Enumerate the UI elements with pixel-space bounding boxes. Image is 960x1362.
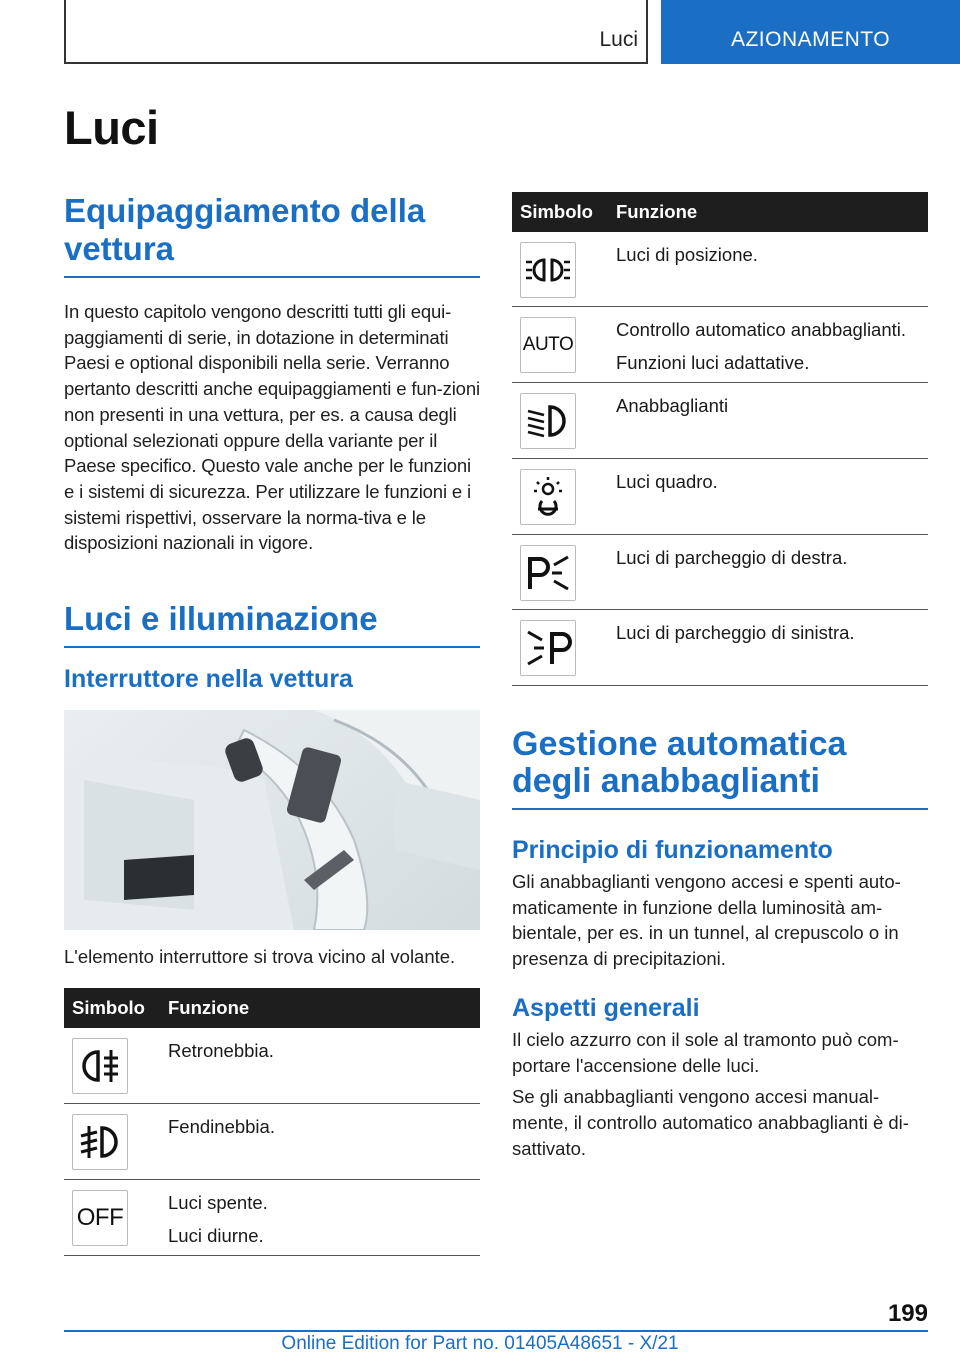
light-symbol-table — [512, 192, 928, 686]
function-text: Fendinebbia. — [168, 1115, 275, 1137]
page-title: Luci — [64, 101, 159, 154]
dashboard-illustration — [64, 710, 480, 930]
parking-lights-icon — [520, 242, 576, 298]
table-row — [512, 307, 928, 383]
table-header — [64, 988, 480, 1028]
left-column — [64, 192, 480, 1256]
equipment-text: In questo capitolo vengono descritti tutti gli equi-paggiamenti di serie, in dotazione in determinati Paesi e optional disponibili nella serie. Verranno pertanto descritti anche equipaggiamenti e fun-zioni non presenti in una vettura, per es. a causa degli optional selezionati oppure della variante per il Paese specifico. Questo vale anche per le funzioni e i sistemi di sicurezza. Per utilizzare le funzioni e i sistemi rispettivi, osservare la norma-tiva e le disposizioni nazionali in vigore. — [64, 301, 480, 554]
function-text: Luci di parcheggio di sinistra. — [616, 622, 855, 643]
footer-edition-text: Online Edition for Part no. 01405A48651 - X/21 — [281, 1333, 679, 1354]
low-beam-icon — [520, 393, 576, 449]
principle-text: Gli anabbaglianti vengono accesi e spenti auto-maticamente in funzione della luminosità am-bientale, per es. in un tunnel, al crepuscolo o in presenza di precipitazioni. — [512, 871, 901, 970]
lights-heading: Luci e illuminazione — [64, 600, 480, 648]
parking-light-right-icon — [520, 545, 576, 601]
instrument-lighting-icon — [520, 469, 576, 525]
table-row — [512, 383, 928, 459]
front-fog-light-icon — [72, 1114, 128, 1170]
column-header-function: Funzione — [616, 201, 698, 222]
parking-light-left-icon — [520, 620, 576, 676]
general-text-1: Il cielo azzurro con il sole al tramonto può com-portare l'accensione delle luci. — [512, 1028, 899, 1076]
table-row — [64, 1028, 480, 1104]
auto-symbol-text: AUTO — [522, 334, 574, 355]
column-header-symbol: Simbolo — [72, 996, 145, 1018]
footer-divider — [64, 1330, 928, 1332]
column-header-function: Funzione — [168, 996, 250, 1018]
table-row — [64, 1180, 480, 1256]
auto-icon — [520, 317, 576, 373]
table-row — [512, 232, 928, 307]
function-text: Luci quadro. — [616, 471, 718, 492]
off-icon — [72, 1190, 128, 1246]
function-text: Controllo automatico anabbaglianti. — [616, 319, 907, 340]
table-row — [512, 459, 928, 535]
table-row — [512, 610, 928, 686]
header-chapter-label: AZIONAMENTO — [730, 28, 891, 51]
switch-symbol-table — [64, 988, 480, 1256]
function-text: Luci spente. — [168, 1191, 268, 1213]
general-text-2: Se gli anabbaglianti vengono accesi manual-mente, il controllo automatico anabbaglianti è di-sattivato. — [512, 1086, 909, 1159]
function-text: Luci di posizione. — [616, 244, 758, 265]
function-text: Funzioni luci adattative. — [616, 352, 810, 373]
table-header — [512, 192, 928, 232]
rear-fog-light-icon — [72, 1038, 128, 1094]
off-symbol-text: OFF — [76, 1203, 124, 1231]
right-column — [512, 192, 928, 1161]
function-text: Luci diurne. — [168, 1224, 264, 1246]
function-text: Luci di parcheggio di destra. — [616, 547, 848, 568]
light-switch-photo — [64, 710, 480, 930]
switch-heading: Interruttore nella vettura — [64, 665, 353, 694]
header-left-box — [64, 0, 648, 64]
switch-caption: L'elemento interruttore si trova vicino al volante. — [64, 946, 456, 968]
principle-heading: Principio di funzionamento — [512, 836, 833, 864]
function-text: Anabbaglianti — [616, 395, 729, 416]
general-heading: Aspetti generali — [512, 993, 700, 1022]
equipment-heading: Equipaggiamento della vettura — [64, 192, 480, 278]
table-row — [64, 1104, 480, 1180]
auto-low-beam-heading: Gestione automatica degli anabbaglianti — [512, 726, 928, 810]
header-chapter-tab[interactable] — [661, 0, 960, 64]
table-row — [512, 535, 928, 610]
page-number: 199 — [887, 1300, 928, 1327]
header-section-title: Luci — [599, 28, 638, 51]
function-text: Retronebbia. — [168, 1039, 274, 1061]
column-header-symbol: Simbolo — [520, 201, 593, 222]
